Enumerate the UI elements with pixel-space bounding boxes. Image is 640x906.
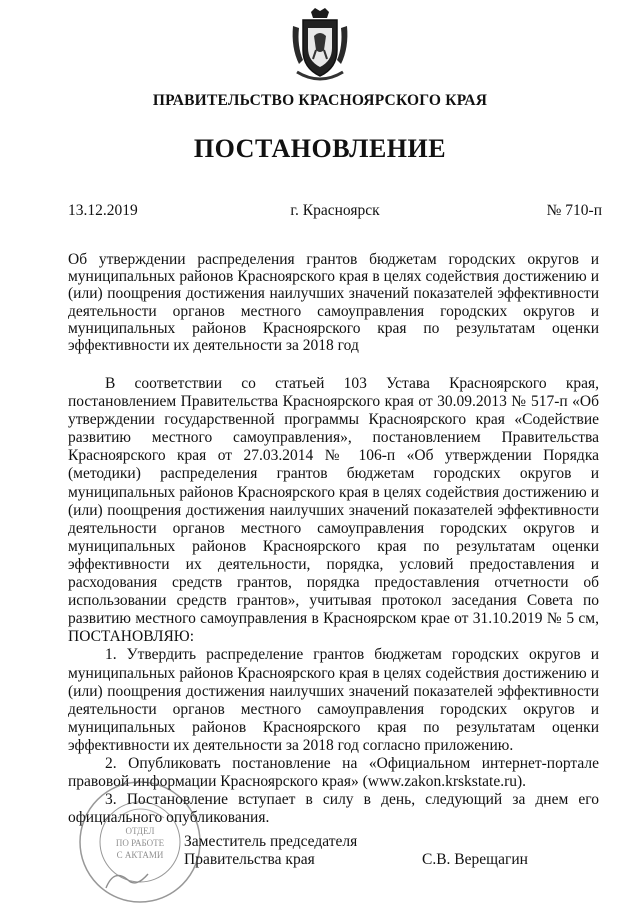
document-subject: Об утверждении распределения грантов бюджетам городских округов и муниципальных районов Красноярского края в целях содействия достижению и (или) поощрения достижения наилучших значений показателей эффективности деятельности органов местного самоуправления городских округов и муниципальных районов Красноярского края по результатам оценки эффективности их деятельности за 2018 год xyxy=(68,251,599,355)
resolution-item-2: 2. Опубликовать постановление на «Официальном интернет-портале правовой информации Красноярского края» (www.zakon.krskstate.ru). xyxy=(68,754,599,791)
government-name: ПРАВИТЕЛЬСТВО КРАСНОЯРСКОГО КРАЯ xyxy=(152,92,488,109)
document-city: г. Красноярск xyxy=(290,202,380,219)
stamp-line-3: С АКТАМИ xyxy=(116,850,164,860)
document-number: № 710-п xyxy=(546,202,602,219)
signatory-position-line-2: Правительства края xyxy=(184,851,315,868)
coat-of-arms-icon xyxy=(289,6,351,86)
signatory-position-line-1: Заместитель председателя xyxy=(184,833,358,850)
resolution-item-1: 1. Утвердить распределение грантов бюджетам городских округов и муниципальных районов Красноярского края в целях содействия достижению и (или) поощрения достижения наилучших значений показателей эффективности деятельности органов местного самоуправления городских округов и муниципальных районов Красноярского края по результатам оценки эффективности их деятельности за 2018 год согласно приложению. xyxy=(68,646,599,754)
resolution-item-3: 3. Постановление вступает в силу в день, следующий за днем его официального опубликования. xyxy=(68,791,599,827)
stamp-line-2: ПО РАБОТЕ xyxy=(115,838,165,848)
document-meta-row xyxy=(68,202,602,222)
preamble-paragraph: В соответствии со статьей 103 Устава Красноярского края, постановлением Правительства Красноярского края от 30.09.2013 № 517-п «Об утверждении государственной программы Красноярского края «Содействие развитию местного самоуправления», постановлением Правительства Красноярского края от 27.03.2014 № 106-п «Об утверждении Порядка (методики) распределения грантов бюджетам городских округов и муниципальных районов Красноярского края в целях содействия достижению и (или) поощрения достижения наилучших значений показателей эффективности деятельности органов местного самоуправления городских округов и муниципальных районов Красноярского края по результатам оценки эффективности их деятельности, порядка, условий предоставления и расходования средств грантов, порядка предоставления отчетности об использовании средств грантов», учитывая протокол заседания Совета по развитию местного самоуправления в Красноярском крае от 31.10.2019 № 5 см, ПОСТАНОВЛЯЮ: xyxy=(68,375,599,646)
document-body xyxy=(68,375,599,827)
signatory-name: С.В. Верещагин xyxy=(422,851,528,868)
document-date: 13.12.2019 xyxy=(68,202,138,219)
document-type-title: ПОСТАНОВЛЕНИЕ xyxy=(193,134,447,163)
stamp-line-1: ОТДЕЛ xyxy=(125,826,155,836)
signatory-position xyxy=(184,833,357,869)
